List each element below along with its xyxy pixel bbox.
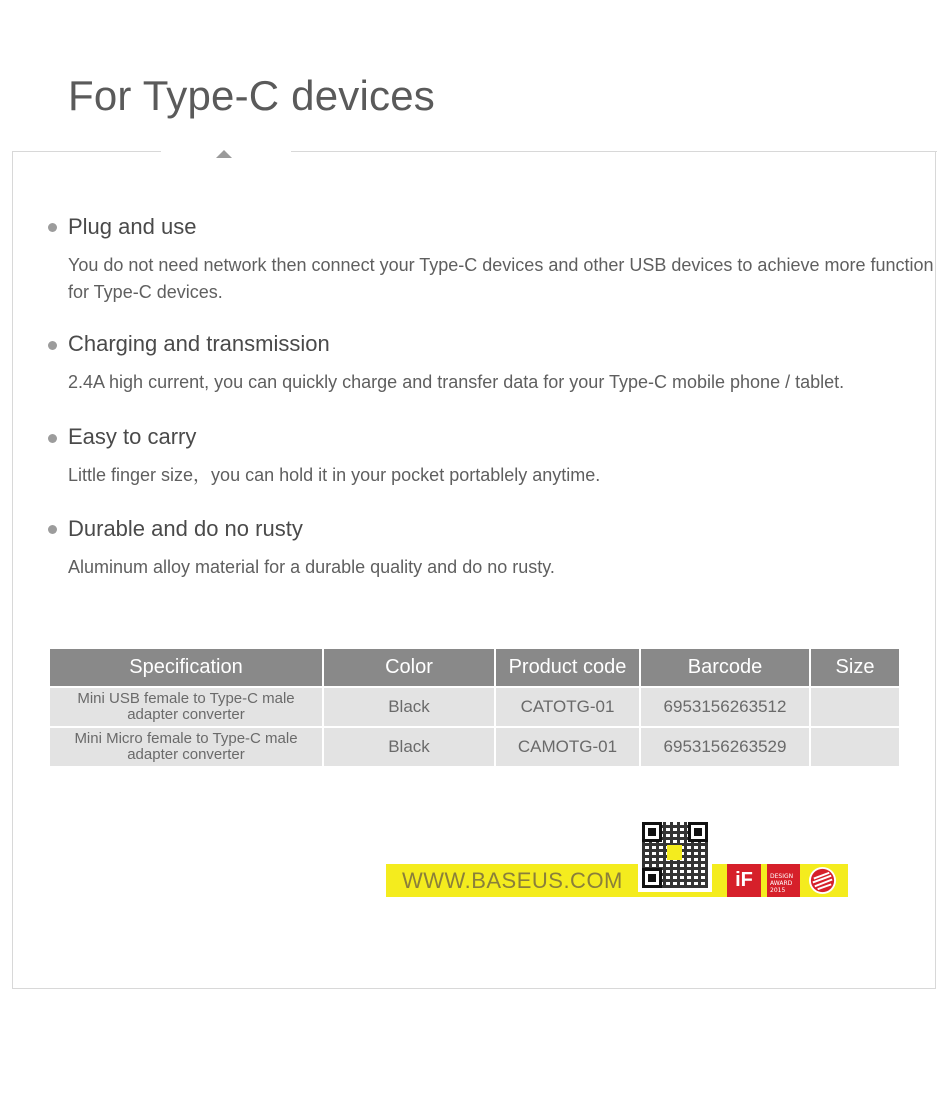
cell-specification: Mini USB female to Type-C male adapter converter — [50, 688, 322, 728]
table-header-row — [50, 649, 899, 688]
frame-divider-right — [291, 151, 937, 152]
spec-table — [48, 649, 901, 768]
qr-logo-icon — [667, 845, 682, 860]
cell-barcode: 6953156263529 — [641, 728, 809, 768]
bullet-icon — [48, 341, 57, 350]
cell-size — [811, 688, 899, 728]
feature-description: Aluminum alloy material for a durable quality and do no rusty. — [68, 557, 555, 577]
feature-heading: Durable and do no rusty — [68, 516, 303, 541]
caret-up-icon — [216, 150, 232, 158]
qr-finder-icon — [642, 822, 662, 842]
feature-description: Little finger size，you can hold it in your pocket portablely anytime. — [68, 465, 601, 485]
cell-color: Black — [324, 688, 494, 728]
feature-heading: Easy to carry — [68, 424, 197, 449]
feature-description: You do not need network then connect your Type-C devices and other USB devices to achieve more function for Type-C devices. — [68, 255, 934, 302]
cell-product-code: CAMOTG-01 — [496, 728, 639, 768]
qr-finder-icon — [688, 822, 708, 842]
cell-barcode: 6953156263512 — [641, 688, 809, 728]
feature-heading: Charging and transmission — [68, 331, 330, 356]
col-header-color: Color — [324, 649, 494, 688]
website-link[interactable]: WWW.BASEUS.COM — [402, 868, 623, 893]
cell-specification: Mini Micro female to Type-C male adapter converter — [50, 728, 322, 768]
frame-divider-left — [12, 151, 161, 152]
cell-size — [811, 728, 899, 768]
cell-color: Black — [324, 728, 494, 768]
bullet-icon — [48, 525, 57, 534]
col-header-specification: Specification — [50, 649, 322, 688]
qr-finder-icon — [642, 868, 662, 888]
cell-product-code: CATOTG-01 — [496, 688, 639, 728]
col-header-barcode: Barcode — [641, 649, 809, 688]
table-row — [50, 728, 899, 768]
if-logo: iF — [727, 864, 761, 897]
feature-heading: Plug and use — [68, 214, 197, 239]
design-award-badge: DESIGN AWARD 2015 — [767, 864, 800, 897]
page-title: For Type-C devices — [68, 72, 435, 119]
bullet-icon — [48, 223, 57, 232]
col-header-product-code: Product code — [496, 649, 639, 688]
col-header-size: Size — [811, 649, 899, 688]
bullet-icon — [48, 434, 57, 443]
feature-description: 2.4A high current, you can quickly charge and transfer data for your Type-C mobile phone / tablet. — [68, 372, 845, 392]
red-dot-award-icon — [808, 866, 837, 895]
table-row — [50, 688, 899, 728]
